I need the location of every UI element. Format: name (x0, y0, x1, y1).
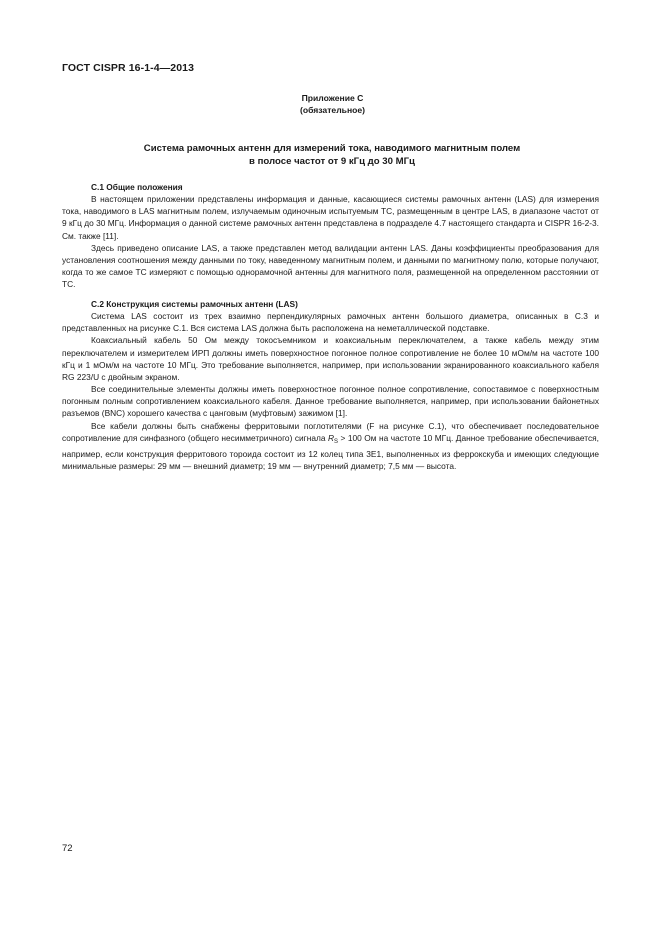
resistance-subscript: S (334, 438, 339, 445)
section-c2-paragraph-3: Все соединительные элементы должны иметь поверхностное погонное полное сопротивление, сопоставимое с поверхностным погонным полным сопротивлением коаксиального кабеля. Данное требование выполняется, например, при использовании байонетных разъемов (BNC) хорошего качества с цанговым (муфтовым) зажимом [1]. (62, 384, 599, 419)
section-c1 (62, 181, 599, 290)
annex-status: (обязательное) (299, 105, 366, 115)
section-c1-paragraph-2: Здесь приведено описание LAS, а также представлен метод валидации антенн LAS. Даны коэффициенты преобразования для установления соотношения между данными по току, наведенному магнитным полем, и данными по магнитному полю, которые получают, когда то же самое ТС измеряют с помощью однорамочной антенны для магнитного поля, размещенной на определенном расстоянии от ТС. (62, 242, 599, 290)
resistance-symbol: R (327, 432, 334, 443)
paragraph-4-text-end: > 100 Ом на частоте 10 МГц. Данное требование обеспечивается, например, если конструкция ферритового тороида состоит из 12 колец типа 3Е1, выполненных из феррокскуба и имеющих следующие минимальные размеры: 29 мм — внешний диаметр; 19 мм — внутренний диаметр; 7,5 мм — высота. (62, 432, 599, 472)
section-c1-paragraph-1: В настоящем приложении представлены информация и данные, касающиеся системы рамочных антенн (LAS) для измерения тока, наводимого в LAS магнитным полем, излучаемым одиночным испытуемым ТС, размещенным в центре LAS, в диапазоне частот от 9 кГц до 30 МГц. Информация о данной системе рамочных антенн представлена в подразделе 4.7 настоящего стандарта и CISPR 16-2-3. См. также [11]. (62, 194, 599, 241)
standard-header: ГОСТ CISPR 16-1-4—2013 (62, 62, 195, 74)
annex-title-line-1: Система рамочных антенн для измерений тока, наводимого магнитным полем (143, 143, 521, 154)
section-c2-paragraph-1: Система LAS состоит из трех взаимно перпендикулярных рамочных антенн большого диаметра, описанных в С.3 и представленных на рисунке С.1. Вся система LAS должна быть расположена на неметаллической подставке. (62, 311, 599, 334)
annex-title (62, 143, 602, 168)
section-c2-paragraph-4 (62, 420, 599, 473)
section-c2-paragraph-2: Коаксиальный кабель 50 Ом между токосъемником и коаксиальным переключателем, а также кабель между этим переключателем и измерителем ИРП должны иметь поверхностное погонное полное сопротивление не более 10 мОм/м на частоте 100 кГц и 1 мОм/м на частоте 10 МГц. Это требование выполняется, например, при использовании экранированного коаксиального кабеля RG 223/U с двойным экраном. (62, 335, 599, 382)
section-c2-heading: С.2 Конструкция системы рамочных антенн (LAS) (91, 299, 298, 309)
page-number: 72 (62, 843, 73, 854)
annex-title-line-2: в полосе частот от 9 кГц до 30 МГц (249, 155, 415, 167)
section-c2 (62, 298, 599, 472)
paragraph-4-text-start: Все кабели должны быть снабжены ферритовыми поглотителями (F на рисунке С.1), что обеспечивает последовательное сопротивление для синфазного (общего несимметричного) сигнала (62, 420, 599, 443)
annex-heading (0, 92, 661, 116)
annex-label: Приложение С (301, 93, 364, 103)
section-c1-heading: С.1 Общие положения (91, 182, 183, 192)
